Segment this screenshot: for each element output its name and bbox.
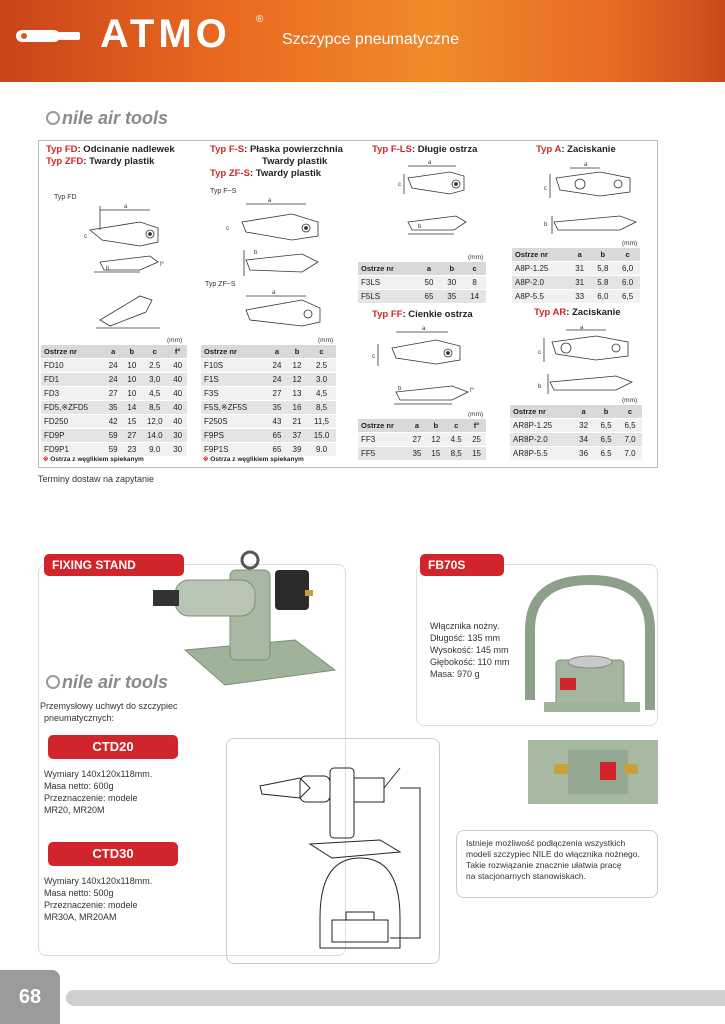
blade-number-cell: A8P-2.0: [512, 276, 569, 290]
caption-fd: Typ FD: [54, 194, 77, 201]
dimension-cell: 5,8: [590, 262, 615, 276]
svg-text:a: a: [422, 326, 426, 332]
dimension-cell: 50: [418, 276, 441, 290]
footer-bar: [66, 990, 725, 1006]
table-row: [201, 373, 336, 387]
table-row: [358, 290, 486, 304]
fb70s-specs: Włącznika nożny. Długość: 135 mm Wysokość: 145 mm Głębokość: 110 mm Masa: 970 g: [430, 621, 510, 679]
blade-number-cell: F10S: [201, 359, 267, 373]
table-row: [201, 429, 336, 443]
blade-number-cell: FD250: [41, 415, 104, 429]
dimension-cell: 8,5: [141, 401, 168, 415]
blade-number-cell: A8P-1.25: [512, 262, 569, 276]
dimension-cell: 11,5: [307, 415, 336, 429]
dimension-cell: 8,5: [307, 401, 336, 415]
unit-fls: (mm): [468, 254, 484, 261]
nile-logo-2: nile air tools: [46, 672, 168, 693]
dimension-cell: 37: [287, 429, 307, 443]
dimension-cell: 31: [569, 262, 591, 276]
table-ff: Ostrze nr a b c f° FF3 27 12 4.5 25 FF5 35 15 8,5 15: [358, 419, 486, 461]
registered-mark: ®: [256, 14, 264, 25]
table-fls: Ostrze nr a b c F3LS 50 30 8 F5LS 65 35 14: [358, 262, 486, 304]
dimension-cell: 12,0: [141, 415, 168, 429]
dimension-cell: 14.0: [141, 429, 168, 443]
dimension-cell: 8: [463, 276, 486, 290]
dimension-cell: 16: [287, 401, 307, 415]
table-row: [512, 262, 640, 276]
dimension-cell: 42: [104, 415, 123, 429]
unit-fd: (mm): [167, 337, 183, 344]
svg-text:a: a: [272, 290, 276, 296]
table-row: [201, 387, 336, 401]
a-blade-drawing: [540, 160, 650, 240]
brand-wordmark: ATMO: [100, 12, 231, 56]
table-fs: Ostrze nr a b c F10S 24 12 2.5 F1S 24 12 3.0 F3S 27 13 4,5 F5S,※ZF5S 35 16 8,5 F250S 43 21 11,5 F9PS 65 37 15.0 F9P1S 65 39 9.0: [201, 345, 336, 457]
blade-number-cell: FD5,※ZFD5: [41, 401, 104, 415]
svg-text:a: a: [584, 162, 588, 168]
svg-text:a: a: [268, 198, 272, 204]
dimension-cell: 32: [573, 419, 594, 433]
title-ar: Typ AR: Zaciskanie: [534, 307, 621, 318]
ff-blade-drawing: [372, 326, 482, 410]
foot-switch-photo: [520, 570, 660, 722]
svg-text:c: c: [372, 354, 375, 360]
dimension-cell: 6.5: [594, 447, 618, 461]
table-row: [41, 359, 187, 373]
fb70s-note: Istnieje możliwość podłączenia wszystkich modeli szczypiec NILE do włącznika nożnego. Takie rozwiązanie znacznie ułatwia pracę na stacjonarnych stanowiskach.: [466, 838, 640, 881]
ctd30-tag: CTD30: [48, 842, 178, 866]
dimension-cell: 8,5: [445, 447, 467, 461]
dimension-cell: 40: [168, 401, 187, 415]
dimension-cell: 40: [168, 415, 187, 429]
table-row: [41, 387, 187, 401]
svg-text:c: c: [398, 182, 401, 188]
dimension-cell: 9.0: [307, 443, 336, 457]
title-fls: Typ F-LS: Długie ostrza: [372, 144, 478, 155]
caption-zfs: Typ ZF~S: [205, 281, 236, 288]
dimension-cell: 34: [573, 433, 594, 447]
svg-text:a: a: [428, 160, 432, 166]
dimension-cell: 6,5: [618, 419, 642, 433]
dimension-cell: 15: [426, 447, 445, 461]
caption-fs: Typ F~S: [210, 188, 237, 195]
dimension-cell: 65: [418, 290, 441, 304]
ar-blade-drawing: [536, 326, 646, 400]
dimension-cell: 35: [440, 290, 463, 304]
table-row: [510, 447, 642, 461]
table-row: [201, 401, 336, 415]
dimension-cell: 43: [267, 415, 287, 429]
blade-number-cell: AR8P-2.0: [510, 433, 573, 447]
svg-text:b: b: [398, 386, 402, 392]
setup-line-drawing: [240, 748, 430, 958]
dimension-cell: 24: [104, 373, 123, 387]
dimension-cell: 24: [104, 359, 123, 373]
page-subtitle: Szczypce pneumatyczne: [282, 31, 459, 48]
dimension-cell: 9.0: [141, 443, 168, 457]
blade-number-cell: FD1: [41, 373, 104, 387]
table-row: [510, 433, 642, 447]
table-row: [510, 419, 642, 433]
svg-text:b: b: [538, 384, 542, 390]
blade-number-cell: FD3: [41, 387, 104, 401]
nile-swirl-icon-2: [46, 675, 60, 689]
unit-ar: (mm): [622, 397, 638, 404]
page-number: 68: [0, 970, 60, 1024]
blade-number-cell: F3S: [201, 387, 267, 401]
svg-text:b: b: [254, 250, 258, 256]
carbide-note-fs: ※ Ostrza z węglikiem spiekanym: [203, 456, 304, 463]
table-row: [41, 373, 187, 387]
fd-blade-drawing: [80, 200, 170, 340]
dimension-cell: 65: [267, 429, 287, 443]
dimension-cell: 6,5: [594, 419, 618, 433]
dimension-cell: 27: [267, 387, 287, 401]
dimension-cell: 6,0: [590, 290, 615, 304]
blade-number-cell: F250S: [201, 415, 267, 429]
dimension-cell: 40: [168, 387, 187, 401]
title-ff: Typ FF: Cienkie ostrza: [372, 309, 473, 320]
dimension-cell: 27: [123, 429, 142, 443]
dimension-cell: 35: [104, 401, 123, 415]
unit-ff: (mm): [468, 411, 484, 418]
unit-a: (mm): [622, 240, 638, 247]
dimension-cell: 33: [569, 290, 591, 304]
blade-number-cell: FF5: [358, 447, 407, 461]
nile-swirl-icon: [46, 111, 60, 125]
table-row: [201, 359, 336, 373]
delivery-terms: Terminy dostaw na zapytanie: [38, 474, 155, 484]
table-a: Ostrze nr a b c A8P-1.25 31 5,8 6,0 A8P-2.0 31 5.8 6.0 A8P-5.5 33 6,0 6,5: [512, 248, 640, 304]
dimension-cell: 25: [467, 433, 486, 447]
dimension-cell: 40: [168, 359, 187, 373]
dimension-cell: 10: [123, 387, 142, 401]
dimension-cell: 4,5: [307, 387, 336, 401]
dimension-cell: 4,5: [141, 387, 168, 401]
dimension-cell: 2.5: [307, 359, 336, 373]
dimension-cell: 15.0: [307, 429, 336, 443]
dimension-cell: 14: [123, 401, 142, 415]
dimension-cell: 6,0: [615, 262, 640, 276]
svg-text:c: c: [544, 186, 547, 192]
dimension-cell: 13: [287, 387, 307, 401]
svg-text:c: c: [538, 350, 541, 356]
dimension-cell: 27: [407, 433, 426, 447]
dimension-cell: 10: [123, 359, 142, 373]
svg-text:c: c: [84, 234, 87, 240]
dimension-cell: 31: [569, 276, 591, 290]
table-row: [201, 415, 336, 429]
blade-number-cell: FF3: [358, 433, 407, 447]
table-ar: Ostrze nr a b c AR8P-1.25 32 6,5 6,5 AR8P-2.0 34 6,5 7,0 AR8P-5.5 36 6.5 7.0: [510, 405, 642, 461]
dimension-cell: 10: [123, 373, 142, 387]
fixing-stand-desc: Przemysłowy uchwyt do szczypiec pneumatycznych:: [40, 701, 178, 723]
svg-text:b: b: [544, 222, 548, 228]
dimension-cell: 4.5: [445, 433, 467, 447]
fixing-stand-photo: [145, 540, 345, 690]
dimension-cell: 12: [426, 433, 445, 447]
dimension-cell: 27: [104, 387, 123, 401]
dimension-cell: 21: [287, 415, 307, 429]
blade-number-cell: FD9P1: [41, 443, 104, 457]
dimension-cell: 7,0: [618, 433, 642, 447]
air-tool-icon: [10, 24, 90, 48]
table-row: [512, 276, 640, 290]
blade-number-cell: A8P-5.5: [512, 290, 569, 304]
dimension-cell: 3,0: [141, 373, 168, 387]
blade-number-cell: F3LS: [358, 276, 418, 290]
table-row: [512, 290, 640, 304]
dimension-cell: 15: [123, 415, 142, 429]
dimension-cell: 15: [467, 447, 486, 461]
ctd30-specs: Wymiary 140x120x118mm. Masa netto: 500g Przeznaczenie: modele MR30A, MR20AM: [44, 876, 153, 922]
dimension-cell: 59: [104, 443, 123, 457]
fb70s-tag: FB70S: [420, 554, 504, 576]
title-fd: Typ FD: Odcinanie nadlewek Typ ZFD: Twardy plastik: [46, 144, 175, 167]
carbide-note-fd: ※ Ostrza z węglikiem spiekanym: [43, 456, 144, 463]
dimension-cell: 40: [168, 373, 187, 387]
blade-number-cell: FD9P: [41, 429, 104, 443]
table-row: [358, 447, 486, 461]
dimension-cell: 39: [287, 443, 307, 457]
page-header: [0, 0, 725, 82]
dimension-cell: 12: [287, 359, 307, 373]
table-row: [41, 429, 187, 443]
blade-number-cell: F9PS: [201, 429, 267, 443]
svg-text:a: a: [580, 326, 584, 331]
svg-text:a: a: [124, 204, 128, 210]
svg-text:b: b: [418, 224, 422, 230]
table-fd: Ostrze nr a b c f° FD10 24 10 2.5 40 FD1 24 10 3,0 40 FD3 27 10 4,5 40 FD5,※ZFD5 35 14 8,5 40 FD250 42 15 12,0 40 FD9P 59 27 14.0 30 FD9P1 59 23 9.0 30: [41, 345, 187, 457]
blade-number-cell: AR8P-5.5: [510, 447, 573, 461]
nile-logo: nile air tools: [46, 108, 168, 129]
dimension-cell: 36: [573, 447, 594, 461]
foot-switch-closeup-photo: [528, 740, 658, 804]
dimension-cell: 2.5: [141, 359, 168, 373]
dimension-cell: 59: [104, 429, 123, 443]
fixing-stand-tag: FIXING STAND: [44, 554, 184, 576]
dimension-cell: 65: [267, 443, 287, 457]
dimension-cell: 6,5: [594, 433, 618, 447]
blade-number-cell: F5S,※ZF5S: [201, 401, 267, 415]
table-row: [358, 433, 486, 447]
dimension-cell: 30: [440, 276, 463, 290]
svg-text:c: c: [226, 226, 229, 232]
dimension-cell: 3.0: [307, 373, 336, 387]
svg-text:f°: f°: [470, 388, 475, 394]
dimension-cell: 23: [123, 443, 142, 457]
table-row: [41, 415, 187, 429]
blade-number-cell: F1S: [201, 373, 267, 387]
blade-number-cell: AR8P-1.25: [510, 419, 573, 433]
ctd20-specs: Wymiary 140x120x118mm. Masa netto: 600g Przeznaczenie: modele MR20, MR20M: [44, 769, 153, 815]
dimension-cell: 12: [287, 373, 307, 387]
svg-text:b: b: [106, 266, 110, 272]
dimension-cell: 7.0: [618, 447, 642, 461]
dimension-cell: 14: [463, 290, 486, 304]
dimension-cell: 35: [407, 447, 426, 461]
blade-number-cell: FD10: [41, 359, 104, 373]
unit-fs: (mm): [318, 337, 334, 344]
title-a: Typ A: Zaciskanie: [536, 144, 616, 155]
dimension-cell: 5.8: [590, 276, 615, 290]
fls-blade-drawing: [398, 158, 488, 242]
dimension-cell: 24: [267, 359, 287, 373]
dimension-cell: 6.0: [615, 276, 640, 290]
blade-number-cell: F5LS: [358, 290, 418, 304]
fs-blade-drawing: [222, 196, 332, 336]
table-row: [358, 276, 486, 290]
dimension-cell: 24: [267, 373, 287, 387]
svg-text:f°: f°: [160, 262, 165, 268]
title-fs: Typ F-S: Płaska powierzchnia Twardy plastik Typ ZF-S: Twardy plastik: [210, 144, 343, 179]
table-row: [41, 401, 187, 415]
dimension-cell: 6,5: [615, 290, 640, 304]
dimension-cell: 30: [168, 429, 187, 443]
blade-number-cell: F9P1S: [201, 443, 267, 457]
ctd20-tag: CTD20: [48, 735, 178, 759]
dimension-cell: 35: [267, 401, 287, 415]
dimension-cell: 30: [168, 443, 187, 457]
